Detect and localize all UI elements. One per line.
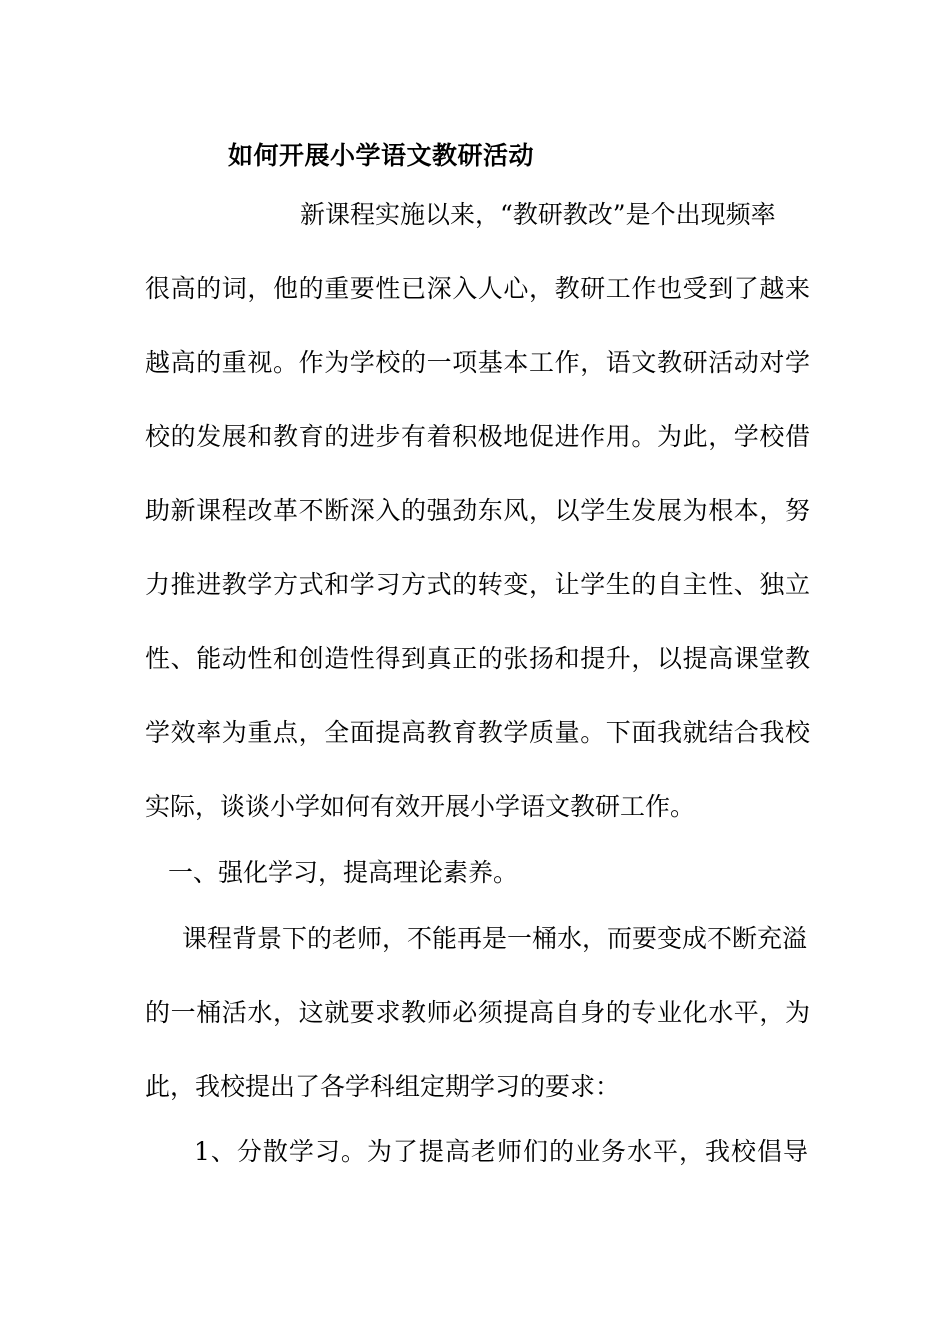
paragraph-line: 课程背景下的老师，不能再是一桶水，而要变成不断充溢 <box>182 924 808 953</box>
section-heading: 一、强化学习，提高理论素养。 <box>168 858 519 887</box>
paragraph-line: 实际，谈谈小学如何有效开展小学语文教研工作。 <box>145 792 696 821</box>
paragraph-line: 性、能动性和创造性得到真正的张扬和提升，以提高课堂教 <box>145 644 810 673</box>
document-title: 如何开展小学语文教研活动 <box>228 141 535 170</box>
paragraph-line: 学效率为重点，全面提高教育教学质量。下面我就结合我校 <box>145 718 810 747</box>
paragraph-line: 的一桶活水，这就要求教师必须提高自身的专业化水平，为 <box>145 998 810 1027</box>
paragraph-line: 助新课程改革不断深入的强劲东风，以学生发展为根本，努 <box>145 496 810 525</box>
paragraph-line: 新课程实施以来，“教研教改”是个出现频率 <box>300 200 776 229</box>
paragraph-line: 很高的词，他的重要性已深入人心，教研工作也受到了越来 <box>145 274 810 303</box>
paragraph-line: 力推进教学方式和学习方式的转变，让学生的自主性、独立 <box>145 570 810 599</box>
paragraph-line: 校的发展和教育的进步有着积极地促进作用。为此，学校借 <box>145 422 810 451</box>
paragraph-line: 此，我校提出了各学科组定期学习的要求： <box>145 1072 621 1101</box>
list-item: 1、分散学习。为了提高老师们的业务水平，我校倡导 <box>194 1137 808 1166</box>
paragraph-line: 越高的重视。作为学校的一项基本工作，语文教研活动对学 <box>145 348 810 377</box>
